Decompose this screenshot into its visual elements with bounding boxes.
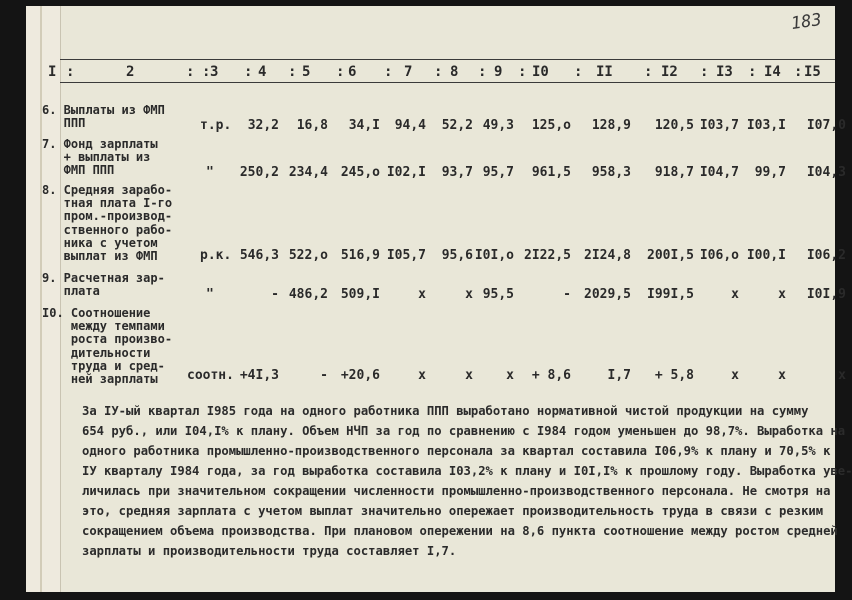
paragraph-line: сокращением объема производства. При плановом опережении на 8,6 пункта соотношение между ростом средней [82, 524, 838, 538]
column-header: I2 [661, 64, 678, 80]
value-cell: I03,I [746, 118, 786, 133]
column-header: I5 [804, 64, 821, 80]
unit-cell: р.к. [200, 248, 232, 263]
document-page [26, 6, 852, 592]
header-top-rule [60, 59, 835, 60]
value-cell: 2I24,8 [584, 248, 631, 263]
row-label-line: труда и сред- [42, 358, 165, 373]
row-label-line: + выплаты из [42, 150, 151, 165]
paragraph-line: личилась при значительном сокращении численности промышленно-производственного персонала. Не смотря на [82, 484, 831, 498]
row-label-line: тная плата I-го [42, 196, 173, 211]
unit-cell: соотн. [187, 368, 234, 383]
column-separator: : [336, 64, 345, 80]
value-cell: x [418, 368, 426, 383]
value-cell: 200I,5 [647, 248, 694, 263]
column-header: I0 [532, 64, 549, 80]
value-cell: 95,6 [441, 248, 473, 263]
value-cell: I0I,9 [806, 287, 846, 302]
value-cell: 32,2 [247, 118, 279, 133]
column-separator: : [518, 64, 527, 80]
column-header: 2 [126, 64, 135, 80]
value-cell: I99I,5 [647, 287, 694, 302]
unit-cell: " [206, 165, 214, 180]
row-label-line: между темпами [42, 319, 165, 334]
row-label-line: пром.-производ- [42, 209, 173, 224]
column-separator: : [478, 64, 487, 80]
column-header: I3 [716, 64, 733, 80]
value-cell: 516,9 [340, 248, 380, 263]
value-cell: - [271, 287, 279, 302]
paragraph-line: зарплаты и производительности труда составляет I,7. [82, 544, 457, 558]
column-header: 4 [258, 64, 267, 80]
header-bottom-rule [60, 82, 835, 83]
value-cell: I05,7 [386, 248, 426, 263]
column-separator: : [748, 64, 757, 80]
value-cell: x [506, 368, 514, 383]
value-cell: 16,8 [296, 118, 328, 133]
value-cell: I00,I [746, 248, 786, 263]
column-separator: : [66, 64, 75, 80]
value-cell: +20,6 [340, 368, 380, 383]
column-separator: : [202, 64, 211, 80]
column-separator: : [434, 64, 443, 80]
row-label-line: 8. Средняя зарабо- [42, 183, 173, 197]
value-cell: +4I,3 [239, 368, 279, 383]
value-cell: x [418, 287, 426, 302]
value-cell: 509,I [340, 287, 380, 302]
summary-paragraph [82, 401, 852, 561]
column-header: 9 [494, 64, 503, 80]
value-cell: 546,3 [239, 248, 279, 263]
value-cell: x [465, 287, 473, 302]
value-cell: x [731, 368, 739, 383]
value-cell: 125,о [531, 118, 571, 133]
unit-cell: " [206, 287, 214, 302]
value-cell: 49,3 [482, 118, 514, 133]
row-label-line: 6. Выплаты из ФМП [42, 103, 165, 117]
value-cell: x [731, 287, 739, 302]
value-cell: 234,4 [288, 165, 328, 180]
row-label-line: ственного рабо- [42, 222, 173, 237]
value-cell: x [465, 368, 473, 383]
column-header: I4 [764, 64, 781, 80]
column-header: II [596, 64, 613, 80]
column-separator: : [644, 64, 653, 80]
value-cell: 120,5 [654, 118, 694, 133]
column-header: 3 [210, 64, 219, 80]
column-separator: : [574, 64, 583, 80]
paragraph-line: это, средняя зарплата с учетом выплат значительно опережает производительность труда в связи с резким [82, 504, 824, 518]
column-header: I [48, 64, 57, 80]
row-label-line: плата [42, 284, 100, 299]
value-cell: 958,3 [591, 165, 631, 180]
row-label-line: I0. Соотношение [42, 306, 151, 320]
row-label-line: выплат из ФМП [42, 249, 158, 263]
row-label-line: 9. Расчетная зар- [42, 271, 165, 285]
column-header: 6 [348, 64, 357, 80]
unit-cell: т.р. [200, 118, 232, 133]
value-cell: 250,2 [239, 165, 279, 180]
value-cell: 128,9 [591, 118, 631, 133]
value-cell: 522,о [288, 248, 328, 263]
column-separator: : [384, 64, 393, 80]
page-binding-margin [26, 6, 61, 592]
value-cell: 94,4 [394, 118, 426, 133]
value-cell: I06,о [699, 248, 739, 263]
value-cell: I0I,о [474, 248, 514, 263]
column-separator: : [700, 64, 709, 80]
column-header: 7 [404, 64, 413, 80]
value-cell: I02,I [386, 165, 426, 180]
column-separator: : [244, 64, 253, 80]
value-cell: - [563, 287, 571, 302]
value-cell: 245,о [340, 165, 380, 180]
column-separator: : [288, 64, 297, 80]
row-label-line: дительности [42, 345, 151, 360]
value-cell: x [778, 368, 786, 383]
value-cell: 486,2 [288, 287, 328, 302]
value-cell: I06,2 [806, 248, 846, 263]
row-label-line: ней зарплаты [42, 372, 158, 386]
value-cell: 2029,5 [584, 287, 631, 302]
row-label-line: ППП [42, 116, 86, 131]
row-label-line: роста произво- [42, 332, 173, 347]
value-cell: 99,7 [754, 165, 786, 180]
paragraph-line: IУ кварталу I984 года, за год выработка составила I03,2% к плану и I0I,I% к прошлому году. Выработка уве- [82, 464, 852, 478]
row-label-line: 7. Фонд зарплаты [42, 137, 158, 151]
value-cell: 95,5 [482, 287, 514, 302]
column-header: 8 [450, 64, 459, 80]
value-cell: x [778, 287, 786, 302]
value-cell: 2I22,5 [524, 248, 571, 263]
column-separator: : [794, 64, 803, 80]
column-header: 5 [302, 64, 311, 80]
value-cell: I07,0 [806, 118, 846, 133]
value-cell: - [320, 368, 328, 383]
row-label-line: ника с учетом [42, 235, 158, 250]
value-cell: 918,7 [654, 165, 694, 180]
value-cell: 34,I [348, 118, 380, 133]
row-label-line: ФМП ППП [42, 163, 115, 178]
value-cell: 95,7 [482, 165, 514, 180]
paragraph-line: одного работника промышленно-производственного персонала за квартал составила I06,9% к плану и 70,5% к [82, 444, 831, 458]
page-number: 183 [789, 9, 823, 35]
value-cell: 961,5 [531, 165, 571, 180]
value-cell: 93,7 [441, 165, 473, 180]
value-cell: I04,7 [699, 165, 739, 180]
value-cell: x [838, 368, 846, 383]
value-cell: 52,2 [441, 118, 473, 133]
binding-crease [40, 6, 42, 592]
value-cell: + 5,8 [654, 368, 694, 383]
paragraph-line: 654 руб., или I04,I% к плану. Объем НЧП за год по сравнению с I984 годом уменьшен до 98,7%. Выработка на [82, 424, 846, 438]
paragraph-line: За IУ-ый квартал I985 года на одного работника ППП выработано нормативной чистой продукции на сумму [82, 404, 809, 418]
value-cell: I03,7 [699, 118, 739, 133]
value-cell: + 8,6 [531, 368, 571, 383]
value-cell: I04,3 [806, 165, 846, 180]
column-separator: : [186, 64, 195, 80]
value-cell: I,7 [607, 368, 631, 383]
